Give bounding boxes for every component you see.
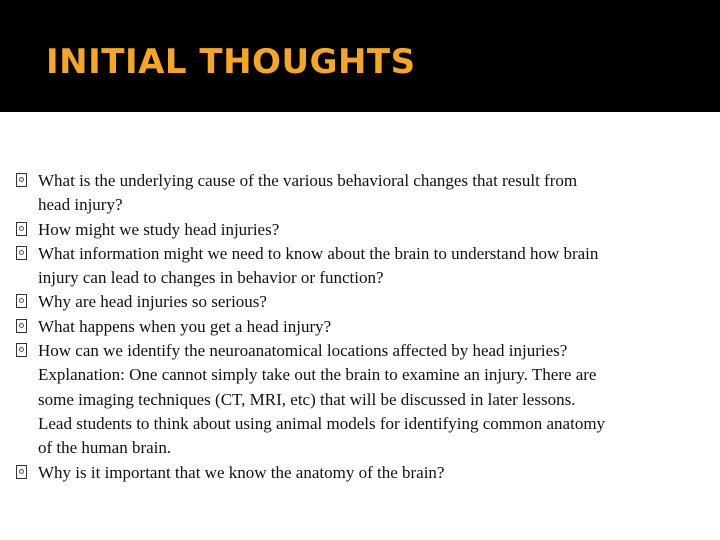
missing-glyph-box-icon <box>16 465 27 479</box>
bullet-line: Lead students to think about using animal models for identifying common anatomy <box>38 413 606 433</box>
bullet-item <box>16 461 716 485</box>
slide-title: INITIAL THOUGHTS <box>46 42 416 82</box>
missing-glyph-box-icon <box>16 319 27 333</box>
bullet-line: What happens when you get a head injury? <box>38 316 332 336</box>
bullet-item <box>16 242 716 291</box>
bullet-line: Why are head injuries so serious? <box>38 292 267 312</box>
title-bar <box>0 0 720 112</box>
missing-glyph-box-icon <box>16 173 27 187</box>
missing-glyph-box-icon <box>16 222 27 236</box>
bullet-line: Why is it important that we know the anatomy of the brain? <box>38 462 445 482</box>
bullet-line: How might we study head injuries? <box>38 219 280 239</box>
bullet-line: head injury? <box>38 195 123 215</box>
bullet-line: injury can lead to changes in behavior or function? <box>38 268 384 288</box>
bullet-line: What is the underlying cause of the various behavioral changes that result from <box>38 171 578 190</box>
bullet-item <box>16 339 716 460</box>
bullet-item <box>16 218 716 242</box>
bullet-line: some imaging techniques (CT, MRI, etc) that will be discussed in later lessons. <box>38 389 576 409</box>
bullet-list <box>16 169 716 485</box>
bullet-line: What information might we need to know about the brain to understand how brain <box>38 243 599 263</box>
bullet-line: How can we identify the neuroanatomical locations affected by head injuries? <box>38 341 568 361</box>
missing-glyph-box-icon <box>16 343 27 357</box>
bullet-line: of the human brain. <box>38 438 172 458</box>
bullet-item <box>16 169 716 218</box>
missing-glyph-box-icon <box>16 246 27 260</box>
bullet-line: Explanation: One cannot simply take out the brain to examine an injury. There are <box>38 365 597 385</box>
bullet-item <box>16 315 716 339</box>
missing-glyph-box-icon <box>16 294 27 308</box>
bullet-item <box>16 290 716 314</box>
